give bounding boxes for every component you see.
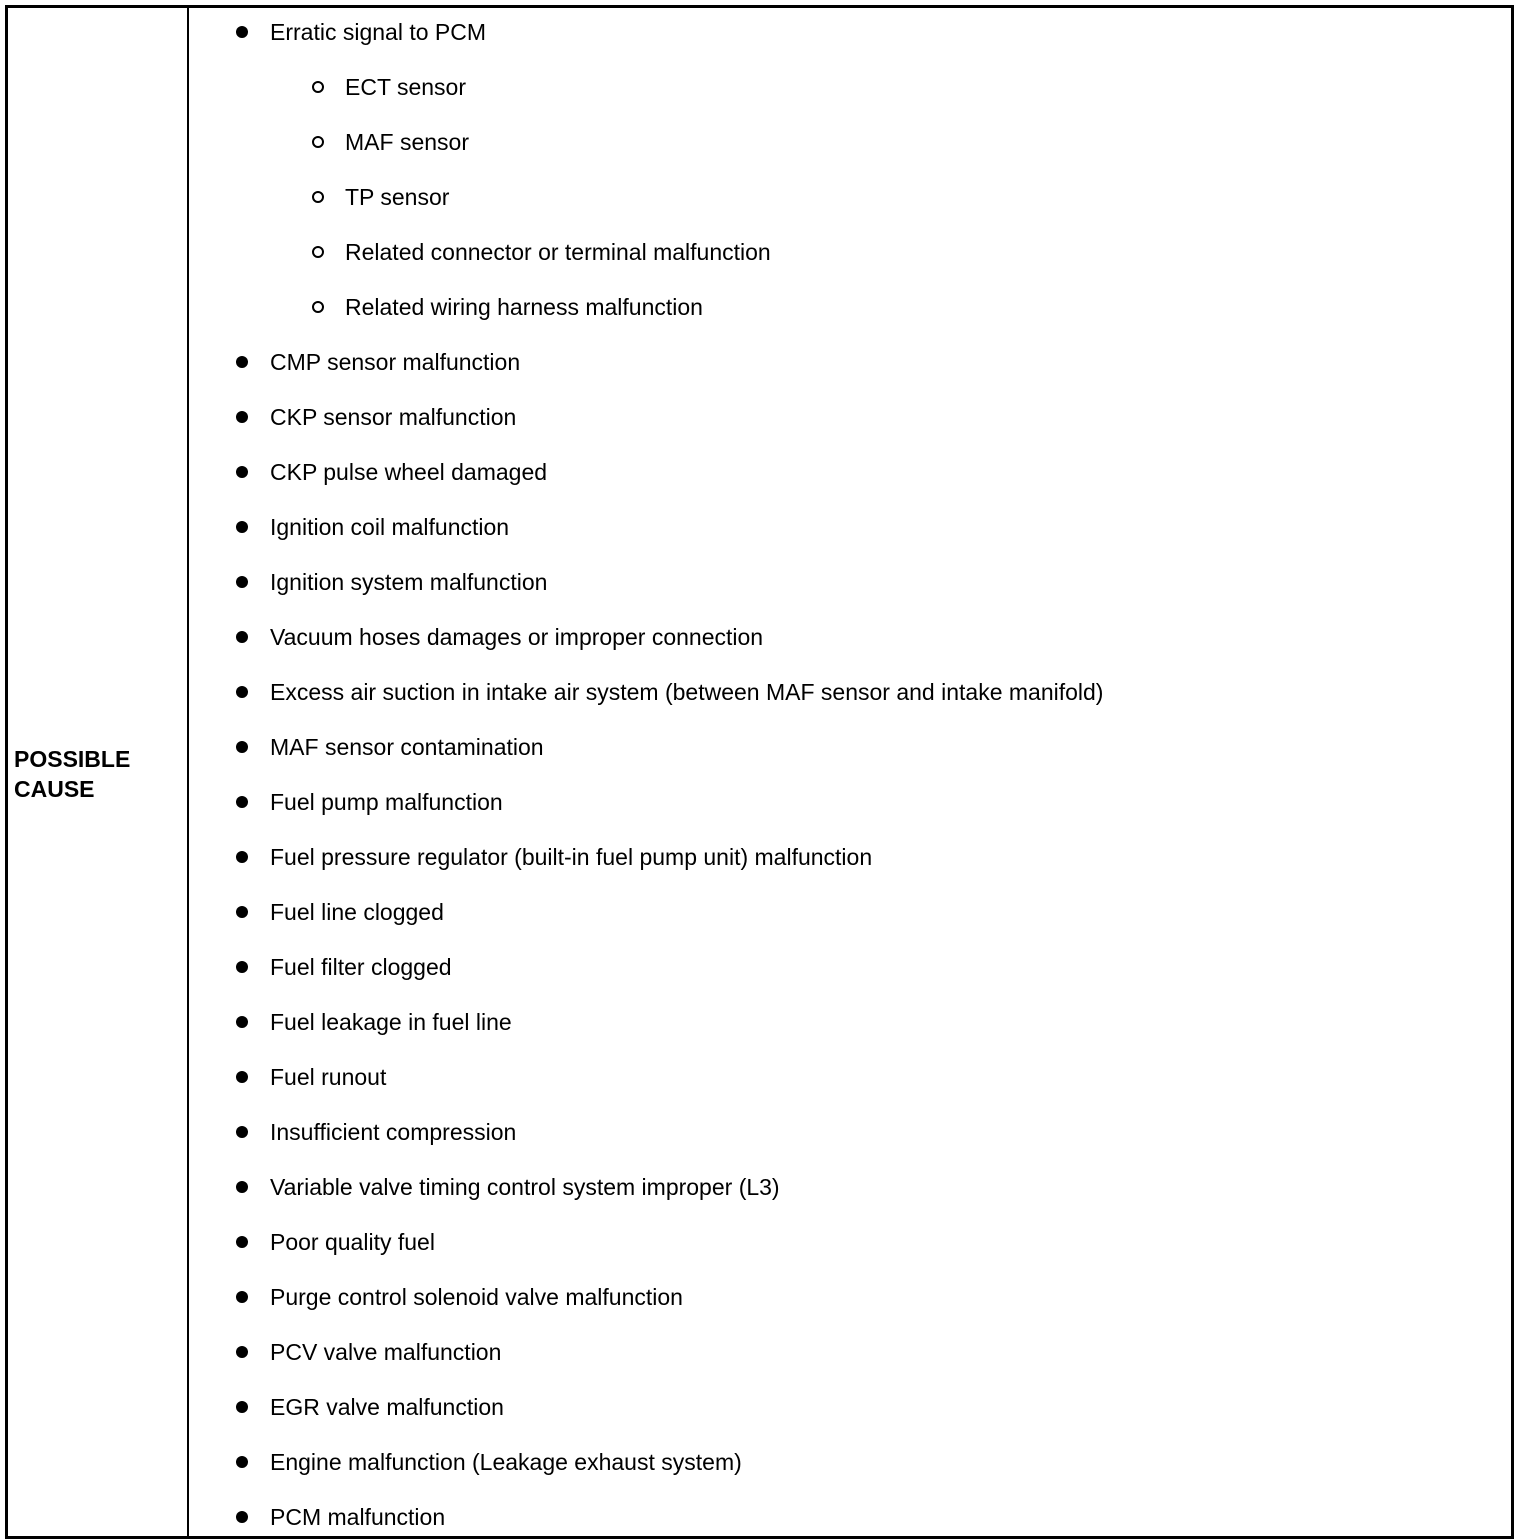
cause-text: Ignition system malfunction — [270, 569, 548, 595]
cause-text: ECT sensor — [345, 74, 467, 100]
cause-text: Fuel leakage in fuel line — [270, 1009, 512, 1035]
cause-text: MAF sensor — [345, 129, 469, 155]
cause-text: Fuel line clogged — [270, 899, 444, 925]
row-heading-line2: CAUSE — [14, 776, 95, 802]
row-heading — [14, 744, 184, 804]
cause-text: CKP pulse wheel damaged — [270, 459, 548, 485]
hollow-circle-bullet-icon — [312, 191, 324, 203]
list-item — [270, 1172, 780, 1202]
cause-text: Related connector or terminal malfunction — [345, 239, 771, 265]
sub-list-item — [345, 182, 449, 212]
cause-text: Excess air suction in intake air system (between MAF sensor and intake manifold) — [270, 679, 1104, 705]
hollow-circle-bullet-icon — [312, 136, 324, 148]
filled-circle-bullet-icon — [236, 1291, 248, 1303]
cause-text: Poor quality fuel — [270, 1229, 435, 1255]
cause-text: Fuel pressure regulator (built-in fuel pump unit) malfunction — [270, 844, 873, 870]
filled-circle-bullet-icon — [236, 796, 248, 808]
cause-text: PCM malfunction — [270, 1504, 446, 1530]
cause-text: Ignition coil malfunction — [270, 514, 510, 540]
list-item — [270, 402, 516, 432]
hollow-circle-bullet-icon — [312, 301, 324, 313]
sub-list-item — [345, 127, 469, 157]
hollow-circle-bullet-icon — [312, 246, 324, 258]
filled-circle-bullet-icon — [236, 576, 248, 588]
cause-text: Vacuum hoses damages or improper connection — [270, 624, 764, 650]
list-item — [270, 457, 547, 487]
cause-list — [189, 8, 1511, 1536]
filled-circle-bullet-icon — [236, 741, 248, 753]
list-item — [270, 1502, 445, 1532]
filled-circle-bullet-icon — [236, 1236, 248, 1248]
label-cell — [8, 8, 187, 1536]
list-item — [270, 1062, 386, 1092]
filled-circle-bullet-icon — [236, 686, 248, 698]
cause-text: Fuel runout — [270, 1064, 387, 1090]
list-item — [270, 512, 509, 542]
filled-circle-bullet-icon — [236, 631, 248, 643]
row-heading-line1: POSSIBLE — [14, 746, 131, 772]
filled-circle-bullet-icon — [236, 1511, 248, 1523]
list-item — [270, 1392, 504, 1422]
list-item — [270, 1117, 516, 1147]
possible-cause-table — [5, 5, 1514, 1539]
list-item — [270, 17, 486, 47]
filled-circle-bullet-icon — [236, 411, 248, 423]
filled-circle-bullet-icon — [236, 1071, 248, 1083]
list-item — [270, 1337, 501, 1367]
list-item — [270, 842, 872, 872]
cause-text: Variable valve timing control system improper (L3) — [270, 1174, 780, 1200]
list-item — [270, 1447, 742, 1477]
filled-circle-bullet-icon — [236, 1181, 248, 1193]
filled-circle-bullet-icon — [236, 356, 248, 368]
list-item — [270, 567, 547, 597]
cause-text: EGR valve malfunction — [270, 1394, 504, 1420]
filled-circle-bullet-icon — [236, 521, 248, 533]
sub-list-item — [345, 292, 703, 322]
filled-circle-bullet-icon — [236, 1346, 248, 1358]
cause-text: CMP sensor malfunction — [270, 349, 521, 375]
filled-circle-bullet-icon — [236, 1126, 248, 1138]
list-item — [270, 787, 503, 817]
filled-circle-bullet-icon — [236, 466, 248, 478]
list-item — [270, 1282, 683, 1312]
cause-text: Insufficient compression — [270, 1119, 517, 1145]
list-item — [270, 347, 520, 377]
list-item — [270, 1007, 512, 1037]
filled-circle-bullet-icon — [236, 1456, 248, 1468]
sub-list-item — [345, 237, 771, 267]
list-item — [270, 677, 1103, 707]
cause-text: TP sensor — [345, 184, 450, 210]
filled-circle-bullet-icon — [236, 1016, 248, 1028]
hollow-circle-bullet-icon — [312, 81, 324, 93]
cause-text: PCV valve malfunction — [270, 1339, 502, 1365]
filled-circle-bullet-icon — [236, 851, 248, 863]
list-item — [270, 897, 444, 927]
filled-circle-bullet-icon — [236, 961, 248, 973]
cause-text: CKP sensor malfunction — [270, 404, 517, 430]
filled-circle-bullet-icon — [236, 26, 248, 38]
sub-list-item — [345, 72, 466, 102]
cause-text: Fuel filter clogged — [270, 954, 452, 980]
list-item — [270, 1227, 435, 1257]
cause-text: Related wiring harness malfunction — [345, 294, 703, 320]
list-item — [270, 622, 763, 652]
cause-text: Erratic signal to PCM — [270, 19, 487, 45]
cause-text: MAF sensor contamination — [270, 734, 544, 760]
cause-text: Purge control solenoid valve malfunction — [270, 1284, 683, 1310]
filled-circle-bullet-icon — [236, 1401, 248, 1413]
filled-circle-bullet-icon — [236, 906, 248, 918]
list-item — [270, 732, 544, 762]
cause-text: Engine malfunction (Leakage exhaust system) — [270, 1449, 742, 1475]
cause-text: Fuel pump malfunction — [270, 789, 503, 815]
list-item — [270, 952, 452, 982]
